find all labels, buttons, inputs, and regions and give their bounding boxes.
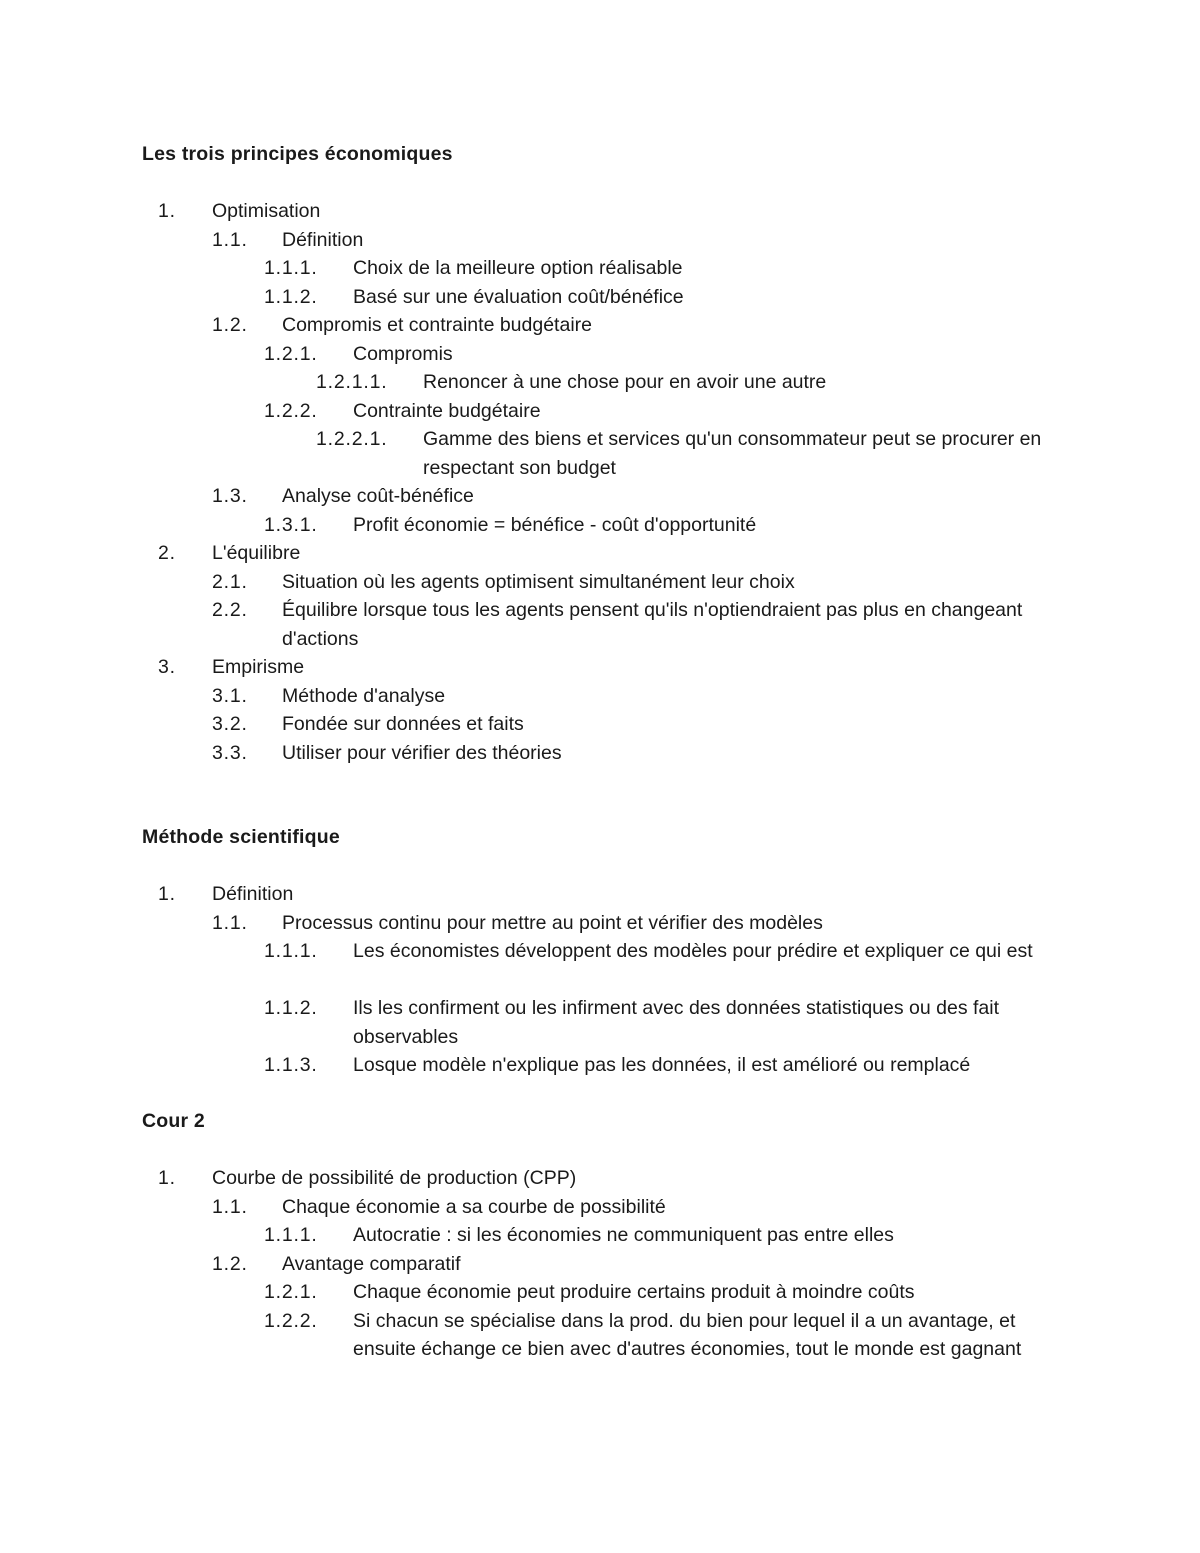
- list-item-number: 1.2.: [212, 314, 248, 336]
- list-item-number: 2.2.: [212, 599, 248, 621]
- list-item-number: 1.2.1.: [264, 1281, 318, 1303]
- list-item-number: 1.1.: [212, 228, 248, 251]
- list-item-number: 1.1.1.: [264, 1224, 318, 1246]
- list-item-number: 3.1.: [212, 684, 248, 707]
- list-item: [264, 937, 1048, 966]
- list-item-number: 1.: [158, 200, 176, 222]
- list-item-text: Contrainte budgétaire: [353, 399, 541, 422]
- list-item-text: Basé sur une évaluation coût/bénéfice: [353, 285, 684, 308]
- list-item: [264, 1221, 1048, 1250]
- list-item: [264, 283, 1048, 312]
- list-item-text: Équilibre lorsque tous les agents pensent qu'ils n'optiendraient pas plus en changeant d'actions: [282, 599, 1023, 650]
- list-item-text: Compromis et contrainte budgétaire: [282, 314, 592, 336]
- list-item-number: 1.2.2.: [264, 399, 318, 422]
- list-item: [212, 596, 1048, 653]
- list-item-text: Autocratie : si les économies ne communiquent pas entre elles: [353, 1224, 894, 1246]
- list-item: [212, 909, 1048, 938]
- list-item-number: 1.2.2.1.: [316, 428, 388, 450]
- list-item: [158, 1164, 1048, 1193]
- list-item-text: Losque modèle n'explique pas les données, il est amélioré ou remplacé: [353, 1054, 971, 1076]
- list-item: [212, 1193, 1048, 1222]
- list-item-text: Courbe de possibilité de production (CPP): [212, 1167, 577, 1189]
- list-item: [212, 568, 1048, 597]
- list-item-text: Renoncer à une chose pour en avoir une autre: [423, 371, 827, 393]
- list-item-text: Ils les confirment ou les infirment avec des données statistiques ou des fait observables: [353, 997, 1000, 1048]
- section-heading: Les trois principes économiques: [142, 143, 453, 165]
- list-item-number: 1.: [158, 1167, 176, 1189]
- list-item-text: Définition: [212, 883, 294, 905]
- list-item: [316, 368, 1048, 397]
- list-item: [212, 311, 1048, 340]
- list-item-number: 1.3.: [212, 485, 248, 507]
- list-item: [264, 397, 1048, 426]
- list-item: [212, 1250, 1048, 1279]
- list-item-number: 1.2.1.1.: [316, 371, 388, 393]
- list-item-number: 1.1.2.: [264, 285, 318, 308]
- list-item: [212, 710, 1048, 739]
- list-item: [158, 539, 1048, 568]
- list-item: [212, 482, 1048, 511]
- list-item-text: Compromis: [353, 342, 453, 365]
- list-item-text: L'équilibre: [212, 542, 301, 564]
- list-item: [264, 1307, 1048, 1364]
- list-item: [212, 226, 1048, 255]
- list-item-number: 1.3.1.: [264, 513, 318, 536]
- list-item: [264, 994, 1048, 1051]
- list-item-text: Optimisation: [212, 200, 321, 222]
- list-item-number: 3.3.: [212, 741, 248, 764]
- section-heading: Cour 2: [142, 1110, 205, 1132]
- list-item: [212, 682, 1048, 711]
- list-item: [264, 511, 1048, 540]
- list-item-text: Gamme des biens et services qu'un consommateur peut se procurer en respectant son budget: [423, 428, 1042, 479]
- list-item: [158, 653, 1048, 682]
- list-item: [158, 880, 1048, 909]
- list-item-text: Chaque économie peut produire certains produit à moindre coûts: [353, 1281, 915, 1303]
- section-heading: Méthode scientifique: [142, 826, 340, 848]
- list-item-number: 1.1.3.: [264, 1054, 318, 1076]
- list-item-text: Utiliser pour vérifier des théories: [282, 741, 562, 764]
- list-item: [212, 739, 1048, 768]
- list-item: [264, 340, 1048, 369]
- list-item-text: Chaque économie a sa courbe de possibilité: [282, 1195, 666, 1218]
- list-item-text: Avantage comparatif: [282, 1252, 461, 1275]
- list-item-number: 1.: [158, 883, 176, 905]
- list-item-number: 1.2.: [212, 1252, 248, 1275]
- list-item-number: 1.1.1.: [264, 940, 318, 962]
- list-item-number: 3.: [158, 656, 176, 678]
- list-item-number: 3.2.: [212, 713, 248, 735]
- list-item-text: Si chacun se spécialise dans la prod. du bien pour lequel il a un avantage, et ensuite échange ce bien avec d'autres économies, tout le monde est gagnant: [353, 1309, 1022, 1360]
- list-item-number: 2.: [158, 542, 176, 564]
- list-item: [264, 1051, 1048, 1080]
- list-item-text: Choix de la meilleure option réalisable: [353, 257, 683, 279]
- list-item: [264, 1278, 1048, 1307]
- list-item: [316, 425, 1048, 482]
- list-item-text: Profit économie = bénéfice - coût d'opportunité: [353, 513, 757, 536]
- list-item-number: 1.1.: [212, 1195, 248, 1218]
- list-item-text: Empirisme: [212, 656, 305, 678]
- list-item: [264, 254, 1048, 283]
- list-item-text: Les économistes développent des modèles pour prédire et expliquer ce qui est: [353, 940, 1033, 962]
- list-item-number: 2.1.: [212, 570, 248, 593]
- list-item: [158, 197, 1048, 226]
- list-item-text: Fondée sur données et faits: [282, 713, 524, 735]
- list-item-number: 1.2.2.: [264, 1309, 318, 1332]
- list-item-number: 1.2.1.: [264, 342, 318, 365]
- list-item-text: Processus continu pour mettre au point et vérifier des modèles: [282, 911, 823, 934]
- list-item-number: 1.1.: [212, 911, 248, 934]
- list-item-number: 1.1.2.: [264, 997, 318, 1019]
- list-item-text: Définition: [282, 228, 364, 251]
- list-item-text: Situation où les agents optimisent simultanément leur choix: [282, 570, 795, 593]
- list-item-text: Méthode d'analyse: [282, 684, 446, 707]
- list-item-number: 1.1.1.: [264, 257, 318, 279]
- list-item-text: Analyse coût-bénéfice: [282, 485, 474, 507]
